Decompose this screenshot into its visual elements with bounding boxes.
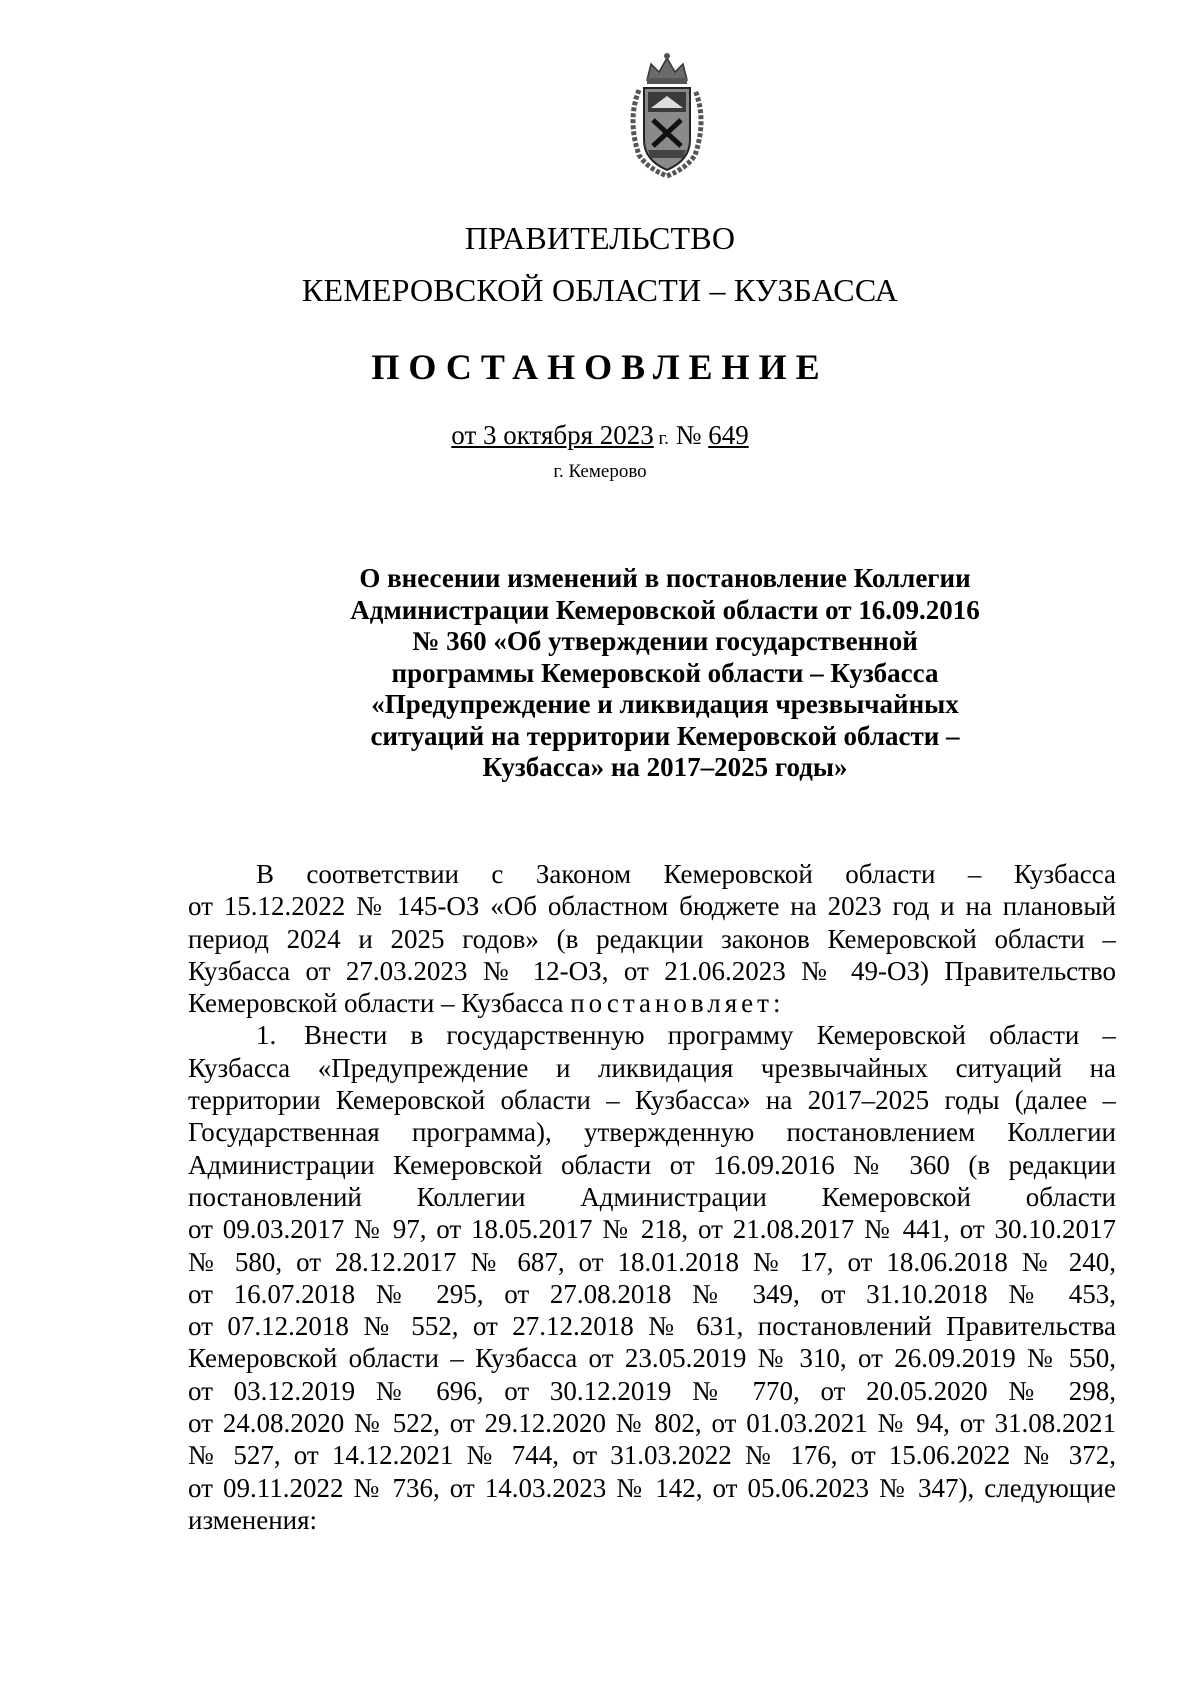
resolution-word: постановляет: — [570, 988, 785, 1019]
body-line: от 07.12.2018 № 552, от 27.12.2018 № 631, постановлений Правительства — [188, 1311, 1116, 1342]
body-line: от 09.11.2022 № 736, от 14.03.2023 № 142, от 05.06.2023 № 347), следующие — [188, 1472, 1116, 1503]
body-line: период 2024 и 2025 годов» (в редакции законов Кемеровской области – — [188, 923, 1116, 954]
body-line: Администрации Кемеровской области от 16.09.2016 № 360 (в редакции — [188, 1149, 1116, 1180]
title-line: Кузбасса» на 2017–2025 годы» — [482, 752, 848, 782]
body-line: от 09.03.2017 № 97, от 18.05.2017 № 218, от 21.08.2017 № 441, от 30.10.2017 — [188, 1214, 1116, 1245]
document-title — [325, 563, 1005, 784]
date-prefix: от 3 октября 2023 — [451, 420, 654, 450]
body-line: В соответствии с Законом Кемеровской области – Кузбасса — [256, 859, 1116, 889]
body-line: изменения: — [188, 1504, 318, 1535]
title-line: «Предупреждение и ликвидация чрезвычайных — [371, 689, 959, 719]
body-line: Кемеровской области – Кузбасса постановляет: — [188, 988, 785, 1019]
body-line: от 03.12.2019 № 696, от 30.12.2019 № 770, от 20.05.2020 № 298, — [188, 1375, 1116, 1406]
body-line: Кузбасса от 27.03.2023 № 12-ОЗ, от 21.06.2023 № 49-ОЗ) Правительство — [188, 955, 1116, 986]
body-line: № 527, от 14.12.2021 № 744, от 31.03.2022 № 176, от 15.06.2022 № 372, — [188, 1440, 1116, 1471]
item-number: 1. — [256, 1020, 277, 1051]
year-suffix: г. — [653, 428, 669, 449]
body-line: Государственная программа), утвержденную постановлением Коллегии — [188, 1117, 1116, 1148]
body-line: Кузбасса «Предупреждение и ликвидация чрезвычайных ситуаций на — [188, 1052, 1116, 1083]
title-line: О внесении изменений в постановление Коллегии — [359, 563, 971, 593]
document-date: 3 октября 2023 — [483, 420, 654, 450]
title-line: программы Кемеровской области – Кузбасса — [391, 657, 939, 688]
body-line: № 580, от 28.12.2017 № 687, от 18.01.2018 № 17, от 18.06.2018 № 240, — [188, 1246, 1116, 1277]
body-line: постановлений Коллегии Администрации Кемеровской области — [188, 1181, 1116, 1212]
org-name-line2: КЕМЕРОВСКОЙ ОБЛАСТИ – КУЗБАССА — [301, 272, 899, 308]
item-1-first-line: 1. Внести в государственную программу Кемеровской области – — [256, 1020, 1116, 1051]
body-line: от 15.12.2022 № 145-ОЗ «Об областном бюджете на 2023 год и на плановый — [188, 891, 1116, 922]
body-line: от 24.08.2020 № 522, от 29.12.2020 № 802, от 01.03.2021 № 94, от 31.08.2021 — [188, 1408, 1116, 1439]
org-name-line1: ПРАВИТЕЛЬСТВО — [464, 220, 736, 256]
title-line: Администрации Кемеровской области от 16.09.2016 — [350, 594, 980, 625]
body-line: Кемеровской области – Кузбасса от 23.05.2019 № 310, от 26.09.2019 № 550, — [188, 1343, 1116, 1374]
number-prefix: № — [668, 420, 709, 450]
document-body — [188, 858, 1116, 1536]
date-number-line — [0, 420, 1200, 451]
title-line: № 360 «Об утверждении государственной — [412, 626, 918, 656]
coat-of-arms-icon — [617, 50, 717, 182]
city: г. Кемерово — [553, 461, 647, 482]
document-type: ПОСТАНОВЛЕНИЕ — [371, 347, 829, 387]
body-line: территории Кемеровской области – Кузбасса» на 2017–2025 годы (далее – — [188, 1085, 1116, 1116]
title-line: ситуаций на территории Кемеровской области – — [370, 720, 960, 751]
body-line: от 16.07.2018 № 295, от 27.08.2018 № 349, от 31.10.2018 № 453, — [188, 1278, 1116, 1309]
document-number: 649 — [708, 420, 749, 450]
